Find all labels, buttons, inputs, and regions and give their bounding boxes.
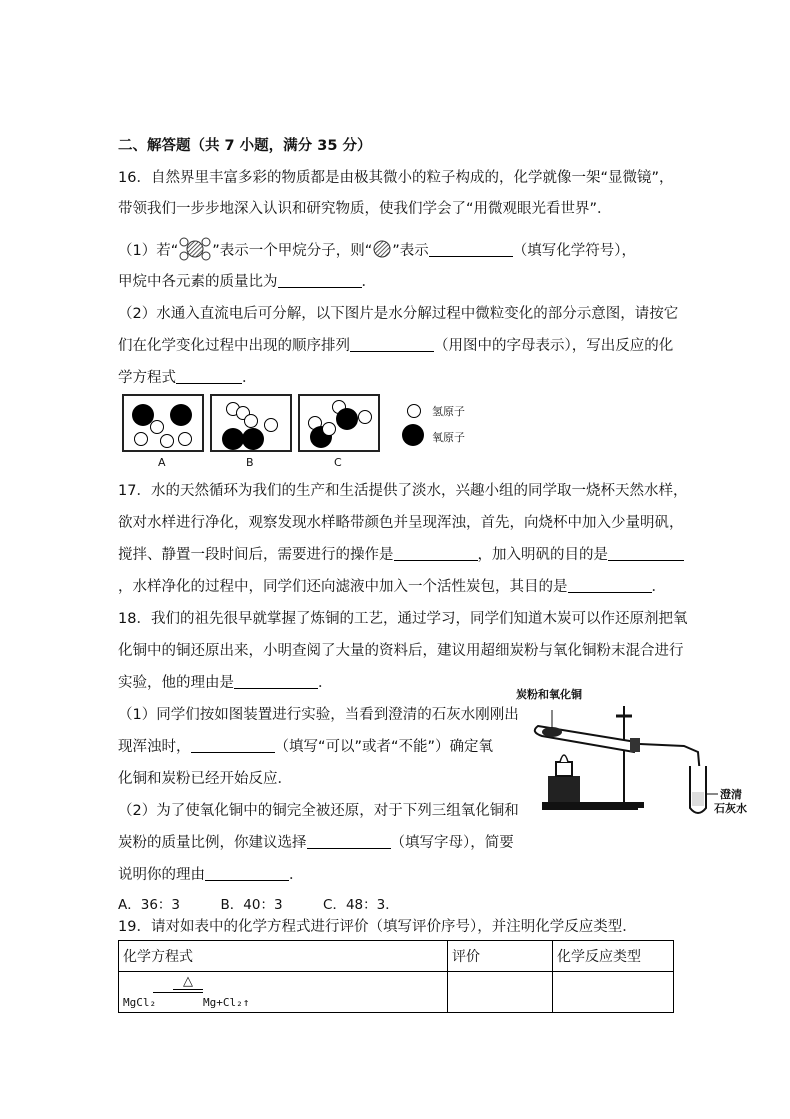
q16-p1-f: ．	[361, 274, 376, 290]
figure-label-c: C	[334, 456, 342, 469]
answer-blank[interactable]	[176, 369, 242, 384]
answer-blank[interactable]	[568, 578, 652, 593]
q18-line2: 化铜中的铜还原出来，小明查阅了大量的资料后，建议用超细炭粉与氧化铜粉末混合进行	[118, 643, 684, 659]
q16-p1-d: （填写化学符号），	[512, 243, 637, 259]
q16-p2-b: 们在化学变化过程中出现的顺序排列	[118, 338, 350, 354]
answer-blank[interactable]	[205, 866, 289, 881]
answer-blank[interactable]	[191, 738, 275, 753]
answer-blank[interactable]	[394, 546, 478, 561]
q16-part1-cont	[118, 270, 376, 291]
evaluation-table	[118, 940, 674, 1013]
equation-products: Mg+Cl₂↑	[203, 996, 250, 1009]
q16-p2-d: 学方程式	[118, 370, 176, 386]
q16-part1	[118, 236, 636, 266]
figure-box-b	[210, 394, 292, 452]
answer-blank[interactable]	[307, 834, 391, 849]
legend-oxygen-icon	[402, 424, 424, 446]
q17-line3a: 搅拌、静置一段时间后，需要进行的操作是	[118, 547, 394, 563]
evaluation-cell[interactable]	[448, 972, 553, 1013]
q17-line1: 17．水的天然循环为我们的生产和生活提供了淡水，兴趣小组的同学取一烧杯天然水样，	[118, 483, 688, 499]
q17-line3b: ，加入明矾的目的是	[477, 547, 608, 563]
answer-blank[interactable]	[278, 273, 362, 288]
legend-oxygen-label: 氧原子	[432, 431, 465, 444]
q18-p1-c: （填写“可以”或者“不能”）确定氧	[274, 739, 494, 755]
table-header-equation: 化学方程式	[119, 941, 448, 972]
q16-line2: 带领我们一步步地深入认识和研究物质，使我们学会了“用微观眼光看世界”．	[118, 201, 612, 217]
figure-box-a	[122, 394, 204, 452]
reaction-type-cell[interactable]	[553, 972, 674, 1013]
q16-p1-c: ”表示	[392, 243, 429, 259]
q18-line3a: 实验，他的理由是	[118, 675, 234, 691]
answer-blank[interactable]	[608, 546, 684, 561]
figure-box-c	[298, 394, 380, 452]
q18-p1-line2	[118, 735, 493, 756]
reduction-apparatus-figure	[512, 686, 756, 820]
apparatus-label-limewater: 石灰水	[714, 802, 747, 815]
q16-part2-line2	[118, 334, 673, 355]
q18-p2-line3	[118, 863, 304, 884]
table-header-evaluation: 评价	[448, 941, 553, 972]
answer-blank[interactable]	[350, 337, 434, 352]
q18-p2-b: 炭粉的质量比例，你建议选择	[118, 835, 307, 851]
q18-p2-e: ．	[289, 867, 304, 883]
q18-p1-a: （1）同学们按如图装置进行实验，当看到澄清的石灰水刚刚出	[118, 707, 519, 723]
equation-arrow-line	[153, 992, 203, 993]
q16-p2-e: ．	[242, 370, 257, 386]
apparatus-label-clear: 澄清	[720, 788, 742, 801]
table-header-row	[119, 941, 674, 972]
q16-part2-line3	[118, 366, 257, 387]
q16-p2-c: （用图中的字母表示），写出反应的化	[434, 338, 674, 354]
carbon-atom-icon	[372, 239, 392, 263]
q16-p1-b: ”表示一个甲烷分子，则“	[212, 243, 373, 259]
q18-p2-line2	[118, 831, 514, 852]
q18-options: A．36：3 B．40：3 C．48：3．	[118, 897, 399, 913]
q16-p1-e: 甲烷中各元素的质量比为	[118, 274, 278, 290]
q16-p2-a: （2）水通入直流电后可分解，以下图片是水分解过程中微粒变化的部分示意图，请按它	[118, 306, 679, 322]
q17-line4b: ．	[651, 579, 666, 595]
q17-line3	[118, 543, 684, 564]
figure-label-b: B	[246, 456, 254, 469]
q17-line4a: ，水样净化的过程中，同学们还向滤液中加入一个活性炭包，其目的是	[118, 579, 568, 595]
heat-condition-icon: △	[173, 974, 203, 990]
q18-line1: 18．我们的祖先很早就掌握了炼铜的工艺，通过学习，同学们知道木炭可以作还原剂把氧	[118, 611, 688, 627]
q18-p1-d: 化铜和炭粉已经开始反应．	[118, 771, 292, 787]
q16-p1-a: （1）若“	[118, 243, 179, 259]
table-header-reaction-type: 化学反应类型	[553, 941, 674, 972]
q19-line1: 19．请对如表中的化学方程式进行评价（填写评价序号），并注明化学反应类型．	[118, 919, 637, 935]
q18-p2-c: （填写字母），简要	[390, 835, 514, 851]
q18-line3	[118, 671, 333, 692]
table-row	[119, 972, 674, 1013]
q17-line4	[118, 575, 666, 596]
equation-reactant: MgCl₂	[123, 996, 157, 1009]
q17-line2: 欲对水样进行净化，观察发现水样略带颜色并呈现浑浊，首先，向烧杯中加入少量明矾，	[118, 515, 684, 531]
q18-line3b: ．	[318, 675, 333, 691]
equation-cell	[119, 972, 448, 1013]
q18-p2-d: 说明你的理由	[118, 867, 205, 883]
methane-molecule-icon	[178, 236, 212, 266]
section-title: 二、解答题（共 7 小题，满分 35 分）	[118, 138, 372, 154]
q18-p2-a: （2）为了使氧化铜中的铜完全被还原，对于下列三组氧化铜和	[118, 803, 519, 819]
water-decomposition-figure	[118, 390, 480, 470]
answer-blank[interactable]	[429, 242, 513, 257]
q16-line1: 16．自然界里丰富多彩的物质都是由极其微小的粒子构成的，化学就像一架“显微镜”，	[118, 170, 674, 186]
q18-p1-b: 现浑浊时，	[118, 739, 191, 755]
answer-blank[interactable]	[234, 674, 318, 689]
figure-label-a: A	[158, 456, 166, 469]
legend-hydrogen-label: 氢原子	[432, 405, 465, 418]
apparatus-label-reactants: 炭粉和氧化铜	[516, 688, 582, 701]
legend-hydrogen-icon	[407, 404, 421, 418]
